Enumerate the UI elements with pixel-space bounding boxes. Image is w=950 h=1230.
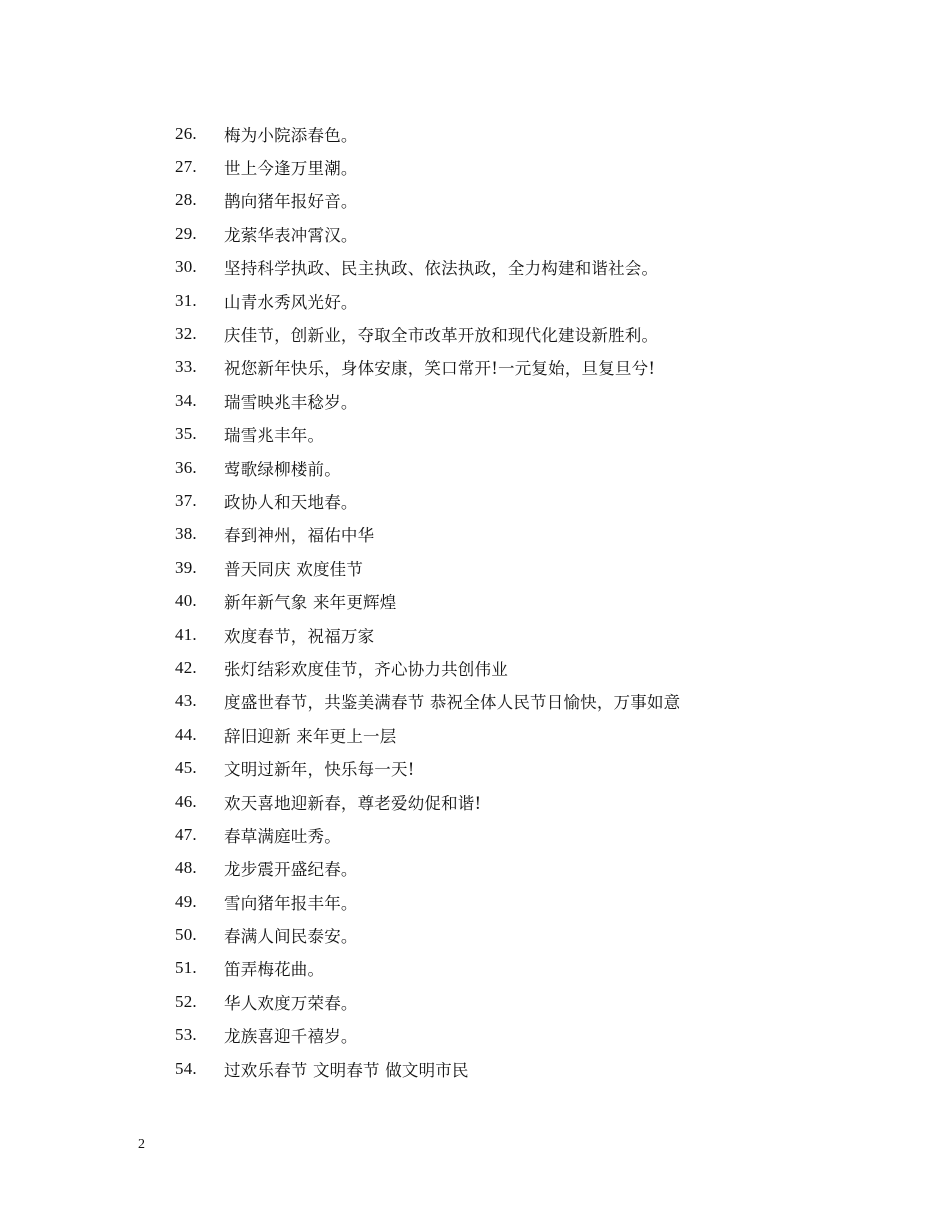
- list-item: [175, 551, 875, 584]
- item-text: 春满人间民泰安。: [224, 927, 358, 947]
- page-number: 2: [138, 1137, 145, 1152]
- item-text: 欢度春节，祝福万家: [224, 626, 375, 646]
- item-number: 34.: [175, 390, 197, 410]
- item-text: 度盛世春节，共鉴美满春节 恭祝全体人民节日愉快，万事如意: [224, 693, 681, 713]
- item-number: 30.: [175, 257, 197, 277]
- item-number: 50.: [175, 925, 197, 945]
- list-item: [175, 685, 875, 718]
- item-text: 坚持科学执政、民主执政、依法执政，全力构建和谐社会。: [224, 259, 659, 279]
- item-text: 庆佳节，创新业，夺取全市改革开放和现代化建设新胜利。: [224, 326, 659, 346]
- item-text: 梅为小院添春色。: [224, 125, 358, 145]
- item-text: 张灯结彩欢度佳节，齐心协力共创伟业: [224, 659, 508, 679]
- list-item: [175, 184, 875, 217]
- slogan-list: [175, 117, 875, 1085]
- item-number: 32.: [175, 324, 197, 344]
- list-item: [175, 117, 875, 150]
- list-item: [175, 418, 875, 451]
- item-number: 53.: [175, 1025, 197, 1045]
- item-number: 43.: [175, 691, 197, 711]
- item-number: 49.: [175, 891, 197, 911]
- list-item: [175, 1052, 875, 1085]
- item-number: 33.: [175, 357, 197, 377]
- list-item: [175, 451, 875, 484]
- item-number: 48.: [175, 858, 197, 878]
- list-item: [175, 618, 875, 651]
- item-number: 28.: [175, 190, 197, 210]
- item-text: 新年新气象 来年更辉煌: [224, 593, 397, 613]
- item-text: 世上今逢万里潮。: [224, 159, 358, 179]
- item-text: 龙萦华表冲霄汉。: [224, 225, 358, 245]
- item-text: 龙步震开盛纪春。: [224, 860, 358, 880]
- list-item: [175, 751, 875, 784]
- item-number: 40.: [175, 591, 197, 611]
- item-number: 37.: [175, 490, 197, 510]
- list-item: [175, 150, 875, 183]
- item-number: 39.: [175, 557, 197, 577]
- item-number: 44.: [175, 724, 197, 744]
- item-number: 35.: [175, 424, 197, 444]
- item-number: 26.: [175, 123, 197, 143]
- item-text: 鹊向猪年报好音。: [224, 192, 358, 212]
- item-text: 欢天喜地迎新春，尊老爱幼促和谐!: [224, 793, 482, 813]
- item-number: 31.: [175, 290, 197, 310]
- list-item: [175, 818, 875, 851]
- item-number: 42.: [175, 657, 197, 677]
- item-number: 47.: [175, 824, 197, 844]
- list-item: [175, 785, 875, 818]
- item-text: 华人欢度万荣春。: [224, 993, 358, 1013]
- item-number: 46.: [175, 791, 197, 811]
- item-number: 27.: [175, 157, 197, 177]
- item-text: 普天同庆 欢度佳节: [224, 559, 364, 579]
- item-number: 45.: [175, 758, 197, 778]
- item-number: 38.: [175, 524, 197, 544]
- item-number: 29.: [175, 223, 197, 243]
- list-item: [175, 885, 875, 918]
- list-item: [175, 952, 875, 985]
- item-text: 春到神州，福佑中华: [224, 526, 375, 546]
- item-text: 政协人和天地春。: [224, 492, 358, 512]
- item-text: 莺歌绿柳楼前。: [224, 459, 341, 479]
- item-number: 41.: [175, 624, 197, 644]
- list-item: [175, 351, 875, 384]
- item-text: 笛弄梅花曲。: [224, 960, 325, 980]
- list-item: [175, 251, 875, 284]
- item-number: 54.: [175, 1058, 197, 1078]
- item-text: 辞旧迎新 来年更上一层: [224, 726, 397, 746]
- item-text: 雪向猪年报丰年。: [224, 893, 358, 913]
- item-text: 过欢乐春节 文明春节 做文明市民: [224, 1060, 469, 1080]
- item-number: 51.: [175, 958, 197, 978]
- list-item: [175, 317, 875, 350]
- item-text: 文明过新年，快乐每一天!: [224, 760, 415, 780]
- item-text: 山青水秀风光好。: [224, 292, 358, 312]
- item-text: 春草满庭吐秀。: [224, 826, 341, 846]
- list-item: [175, 518, 875, 551]
- list-item: [175, 985, 875, 1018]
- list-item: [175, 217, 875, 250]
- list-item: [175, 484, 875, 517]
- list-item: [175, 584, 875, 617]
- item-text: 瑞雪兆丰年。: [224, 426, 325, 446]
- item-text: 龙族喜迎千禧岁。: [224, 1027, 358, 1047]
- list-item: [175, 718, 875, 751]
- list-item: [175, 852, 875, 885]
- list-item: [175, 651, 875, 684]
- list-item: [175, 284, 875, 317]
- item-number: 52.: [175, 991, 197, 1011]
- list-item: [175, 918, 875, 951]
- item-number: 36.: [175, 457, 197, 477]
- list-item: [175, 384, 875, 417]
- item-text: 瑞雪映兆丰稔岁。: [224, 392, 358, 412]
- item-text: 祝您新年快乐，身体安康，笑口常开!一元复始，旦复旦兮!: [224, 359, 656, 379]
- list-item: [175, 1019, 875, 1052]
